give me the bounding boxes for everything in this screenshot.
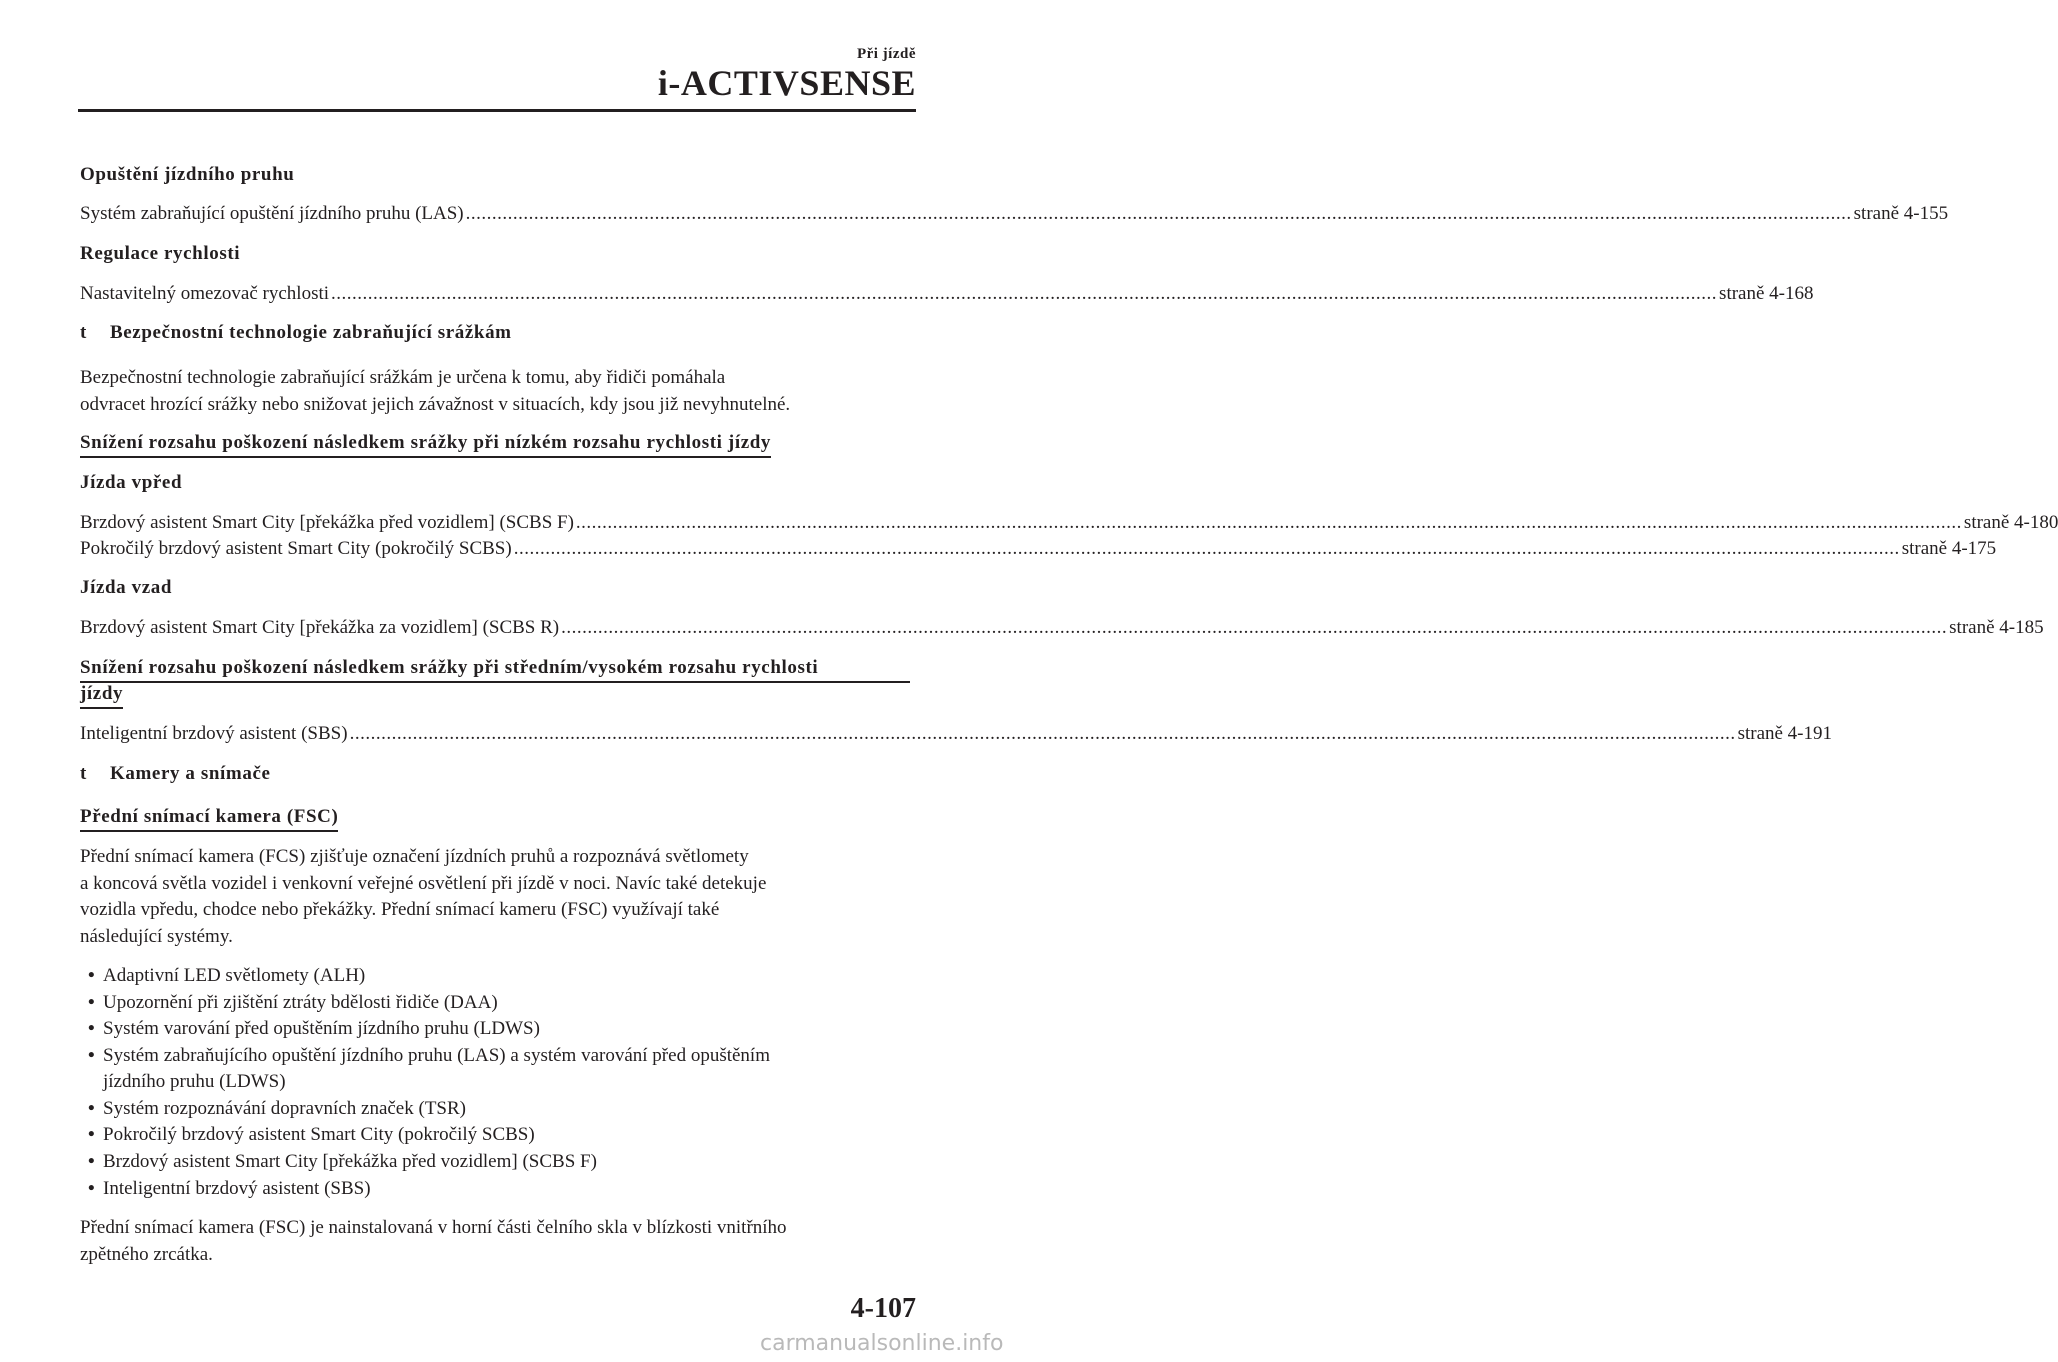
list-item: • Upozornění při zjištění ztráty bdělosti řidiče (DAA) xyxy=(88,992,498,1013)
collision-para-line: odvracet hrozící srážky nebo snižovat jejich závažnost v situacích, kdy jsou již nevyhnutelné. xyxy=(80,394,791,415)
toc-label: Brzdový asistent Smart City [překážka za vozidlem] (SCBS R) xyxy=(80,617,560,638)
toc-leader xyxy=(514,538,1900,560)
toc-entry-advanced-scbs[interactable] xyxy=(80,538,1997,560)
toc-page: straně 4-191 xyxy=(1737,723,1833,744)
low-speed-heading-text: Snížení rozsahu poškození následkem srážky při nízkém rozsahu rychlosti jízdy xyxy=(80,432,771,458)
list-item: • Brzdový asistent Smart City [překážka před vozidlem] (SCBS F) xyxy=(88,1151,597,1172)
bullet-icon: • xyxy=(88,1045,95,1066)
toc-label: Inteligentní brzdový asistent (SBS) xyxy=(80,723,348,744)
list-item: • Systém zabraňujícího opuštění jízdního pruhu (LAS) a systém varování před opuštěním xyxy=(88,1045,770,1066)
bullet-icon: • xyxy=(88,992,95,1013)
low-speed-heading xyxy=(80,432,912,458)
fsc-para-line: Přední snímací kamera (FCS) zjišťuje označení jízdních pruhů a rozpoznává světlomety xyxy=(80,846,749,867)
list-item: • Adaptivní LED světlomety (ALH) xyxy=(88,965,366,986)
list-item: • Pokročilý brzdový asistent Smart City (pokročilý SCBS) xyxy=(88,1124,535,1145)
section-label: Při jízdě xyxy=(856,46,916,62)
page-number: 4-107 xyxy=(850,1293,916,1324)
fsc-para-line: vozidla vpředu, chodce nebo překážky. Přední snímací kameru (FSC) využívají také xyxy=(80,899,720,920)
fsc-footer-line: Přední snímací kamera (FSC) je nainstalovaná v horní části čelního skla v blízkosti vnitřního xyxy=(80,1217,787,1238)
list-item: • Systém varování před opuštěním jízdního pruhu (LDWS) xyxy=(88,1018,540,1039)
bullet-icon: • xyxy=(88,965,95,986)
toc-entry-speed-limiter[interactable] xyxy=(80,283,1814,305)
bullet-icon: • xyxy=(88,1178,95,1199)
speed-limit-heading: Regulace rychlosti xyxy=(80,243,241,264)
collision-heading-text: Bezpečnostní technologie zabraňující srážkám xyxy=(110,322,512,343)
toc-page: straně 4-168 xyxy=(1719,283,1814,304)
collision-section-heading xyxy=(80,322,912,344)
fsc-para-line: a koncová světla vozidel i venkovní veřejné osvětlení při jízdě v noci. Navíc také detekuje xyxy=(80,873,767,894)
toc-leader xyxy=(331,283,1717,305)
section-marker-icon: t xyxy=(80,322,87,343)
mid-high-speed-heading-line1: Snížení rozsahu poškození následkem srážky při středním/vysokém rozsahu rychlosti xyxy=(80,657,910,683)
reverse-heading: Jízda vzad xyxy=(80,577,173,598)
section-marker-icon: t xyxy=(80,763,87,784)
toc-leader xyxy=(466,203,1852,225)
toc-label: Systém zabraňující opuštění jízdního pruhu (LAS) xyxy=(80,203,464,224)
toc-entry-sbs[interactable] xyxy=(80,723,1833,745)
toc-page: straně 4-185 xyxy=(1949,617,2044,638)
list-item-continuation: jízdního pruhu (LDWS) xyxy=(103,1071,286,1092)
bullet-icon: • xyxy=(88,1098,95,1119)
mid-high-speed-heading-line2: jízdy xyxy=(80,683,123,709)
list-item: • Inteligentní brzdový asistent (SBS) xyxy=(88,1178,371,1199)
toc-leader xyxy=(576,512,1962,534)
forward-heading: Jízda vpřed xyxy=(80,472,183,493)
toc-label: Pokročilý brzdový asistent Smart City (pokročilý SCBS) xyxy=(80,538,512,559)
bullet-icon: • xyxy=(88,1151,95,1172)
toc-leader xyxy=(350,723,1736,745)
fsc-para-line: následující systémy. xyxy=(80,926,233,947)
bullet-icon: • xyxy=(88,1018,95,1039)
fsc-footer-line: zpětného zrcátka. xyxy=(80,1244,213,1265)
mid-high-speed-heading xyxy=(80,657,912,683)
fsc-heading-text: Přední snímací kamera (FSC) xyxy=(80,806,338,832)
toc-page: straně 4-180 xyxy=(1963,512,2058,533)
toc-entry-scbs-r[interactable] xyxy=(80,617,2044,639)
toc-label: Nastavitelný omezovač rychlosti xyxy=(80,283,330,304)
watermark: carmanualsonline.info xyxy=(760,1331,1004,1356)
mid-high-speed-heading-cont xyxy=(80,683,912,709)
list-item: • Systém rozpoznávání dopravních značek (TSR) xyxy=(88,1098,466,1119)
fsc-heading xyxy=(80,806,912,832)
toc-label: Brzdový asistent Smart City [překážka před vozidlem] (SCBS F) xyxy=(80,512,574,533)
toc-page: straně 4-155 xyxy=(1853,203,1949,224)
lane-departure-heading: Opuštění jízdního pruhu xyxy=(80,164,295,185)
toc-entry-scbs-f[interactable] xyxy=(80,512,2058,534)
cameras-section-heading xyxy=(80,763,912,785)
page-title: i-ACTIVSENSE xyxy=(657,63,916,103)
toc-page: straně 4-175 xyxy=(1901,538,1997,559)
collision-para-line: Bezpečnostní technologie zabraňující srážkám je určena k tomu, aby řidiči pomáhala xyxy=(80,367,726,388)
bullet-icon: • xyxy=(88,1124,95,1145)
header-divider xyxy=(78,109,916,112)
toc-entry-las[interactable] xyxy=(80,203,1949,225)
toc-leader xyxy=(561,617,1947,639)
cameras-heading-text: Kamery a snímače xyxy=(110,763,271,784)
